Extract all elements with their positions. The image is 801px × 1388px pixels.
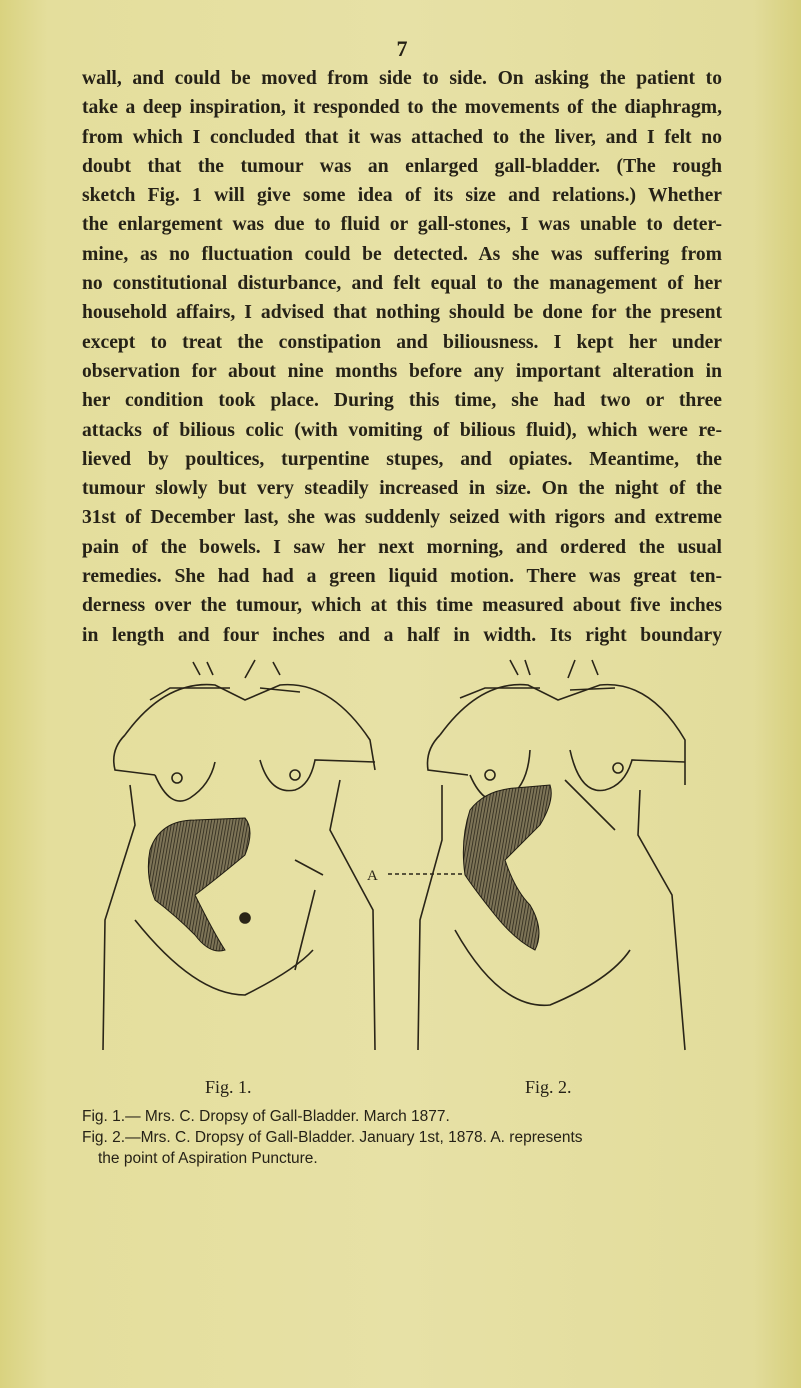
figure-2-label: Fig. 2. — [525, 1077, 572, 1097]
text-line: mine, as no fluctuation could be detected. As she was suffering from — [82, 243, 722, 265]
page-number: 7 — [396, 36, 408, 61]
neck-lines — [510, 660, 598, 678]
text-line: pain of the bowels. I saw her next morning, and ordered the usual — [82, 536, 722, 558]
neck-lines — [193, 660, 280, 678]
torso-outline — [125, 685, 375, 770]
torso-outline — [114, 735, 155, 775]
hip-curve — [135, 920, 313, 995]
caption-line: Fig. 2.—Mrs. C. Dropsy of Gall-Bladder. January 1st, 1878. A. represents — [82, 1129, 583, 1146]
figure-1-label: Fig. 1. — [205, 1077, 252, 1097]
breast-left — [155, 762, 215, 801]
text-line: lieved by poultices, turpentine stupes, and opiates. Meantime, the — [82, 448, 722, 470]
text-line: take a deep inspiration, it responded to the movements of the diaphragm, — [82, 97, 722, 119]
figure-2-sketch — [388, 660, 685, 1050]
text-line: household affairs, I advised that nothing should be done for the present — [82, 302, 722, 324]
caption-line: the point of Aspiration Puncture. — [98, 1150, 318, 1167]
text-line: doubt that the tumour was an enlarged gall-bladder. (The rough — [82, 155, 722, 177]
text-line: except to treat the constipation and biliousness. I kept her under — [82, 331, 722, 353]
text-line: the enlargement was due to fluid or gall-stones, I was unable to deter- — [82, 214, 722, 236]
waist-left — [418, 785, 442, 1050]
text-line: sketch Fig. 1 will give some idea of its size and relations.) Whether — [82, 185, 722, 207]
text-line: attacks of bilious colic (with vomiting of bilious fluid), which were re- — [82, 419, 722, 441]
aspiration-point-marker: A — [367, 868, 378, 884]
text-line: no constitutional disturbance, and felt equal to the management of her — [82, 273, 722, 295]
gallbladder-tumour-fig1 — [148, 818, 250, 951]
text-line: derness over the tumour, which at this time measured about five inches — [82, 595, 722, 617]
text-line: her condition took place. During this time, she had two or three — [82, 390, 722, 412]
figure-caption — [82, 1106, 722, 1169]
breast-right — [260, 760, 375, 791]
nipple-left — [172, 773, 182, 783]
hip-curve — [455, 930, 630, 1005]
nipple-right — [613, 763, 623, 773]
waist-right — [330, 780, 375, 1050]
torso-outline — [428, 735, 469, 775]
waist-left — [103, 785, 135, 1050]
gallbladder-tumour-fig2 — [463, 785, 551, 950]
text-line: 31st of December last, she was suddenly seized with rigors and extreme — [82, 507, 722, 529]
torso-outline — [440, 685, 685, 785]
figure-illustrations — [95, 650, 695, 1070]
body-text — [82, 64, 722, 650]
text-line: from which I concluded that it was attached to the liver, and I felt no — [82, 126, 722, 148]
caption-line: Fig. 1.— Mrs. C. Dropsy of Gall-Bladder. March 1877. — [82, 1108, 450, 1125]
umbilicus — [240, 913, 250, 923]
nipple-left — [485, 770, 495, 780]
text-line: tumour slowly but very steadily increased in size. On the night of the — [82, 478, 722, 500]
nipple-right — [290, 770, 300, 780]
text-line: in length and four inches and a half in width. Its right boundary — [82, 624, 722, 646]
waist-right — [638, 790, 685, 1050]
text-line: remedies. She had had a green liquid motion. There was great ten- — [82, 566, 722, 588]
breast-right — [570, 750, 685, 791]
text-line: observation for about nine months before any important alteration in — [82, 360, 722, 382]
text-line: wall, and could be moved from side to side. On asking the patient to — [82, 68, 722, 89]
